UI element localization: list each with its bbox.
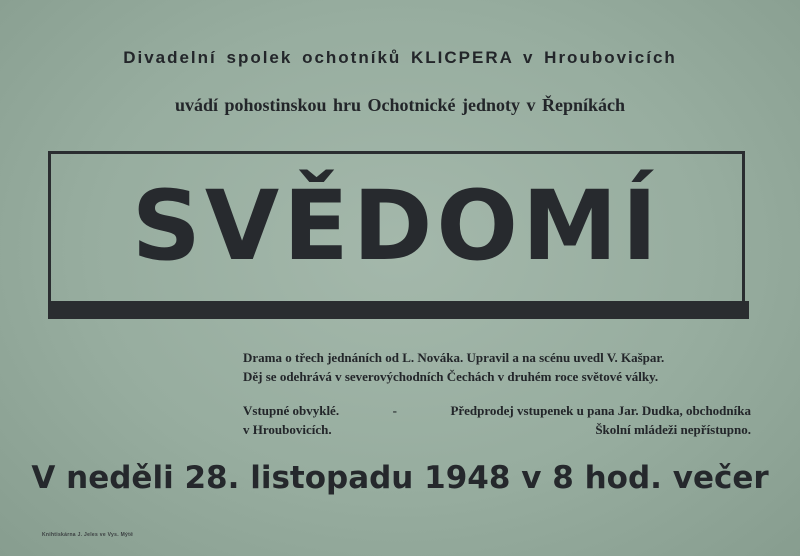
play-title: SVĚDOMÍ: [131, 170, 662, 282]
title-underline-bar: [48, 301, 749, 319]
presenter-line: Divadelní spolek ochotníků KLICPERA v Hroubovicích: [123, 48, 677, 67]
tickets-presale: Předprodej vstupenek u pana Jar. Dudka, obchodníka: [450, 403, 751, 418]
description-block: [243, 348, 751, 439]
tickets-line: [243, 401, 751, 420]
description-line-1: [243, 348, 751, 367]
tickets-place: v Hroubovicích.: [243, 422, 332, 437]
tickets-dash: -: [392, 403, 397, 418]
tickets-line-2: [243, 420, 751, 439]
description-line-2: [243, 367, 751, 386]
printer-note: Knihtiskárna J. Jeles ve Vys. Mýtě: [42, 532, 134, 538]
tickets-price: Vstupné obvyklé.: [243, 403, 340, 418]
description-text-1: Drama o třech jednáních od L. Nováka. Upravil a na scénu uvedl V. Kašpar.: [243, 350, 665, 365]
youth-notice: Školní mládeži nepřístupno.: [595, 422, 751, 437]
guest-line: uvádí pohostinskou hru Ochotnické jednoty v Řepníkách: [174, 95, 626, 115]
description-text-2: Děj se odehrává v severovýchodních Čechách v druhém roce světové války.: [243, 369, 659, 384]
performance-datetime: V neděli 28. listopadu 1948 v 8 hod. večer: [31, 460, 769, 496]
